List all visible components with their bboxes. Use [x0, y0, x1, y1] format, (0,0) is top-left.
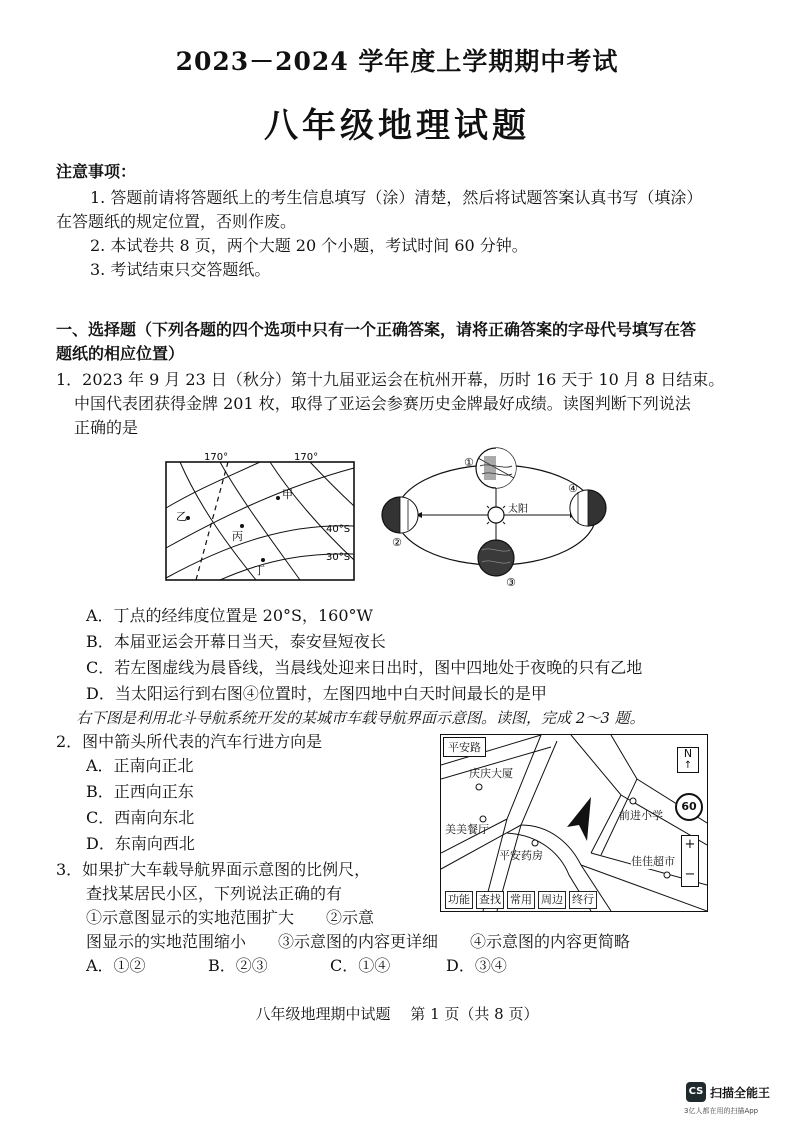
graticule-map [160, 448, 360, 584]
page-footer: 八年级地理期中试题 第 1 页（共 8 页） [255, 1005, 539, 1023]
speed-limit-sign: 60 [675, 793, 703, 821]
nav-button-search[interactable]: 查找 [476, 891, 504, 909]
point-jia [276, 496, 280, 500]
label-bing: 丙 [232, 530, 243, 543]
north-arrow-icon: ↑ [683, 760, 693, 771]
nav-button-end[interactable]: 终行 [569, 891, 597, 909]
label-jia: 甲 [282, 488, 293, 501]
q3-stem-line-2: 查找某居民小区，下列说法正确的有 [86, 884, 343, 903]
q3-stem-line-1: 3．如果扩大车载导航界面示意图的比例尺， [56, 860, 371, 879]
orbit-label-4: ④ [568, 482, 578, 495]
lon-label-1: 170° [204, 452, 229, 463]
watermark-app-name: 扫描全能王 [710, 1085, 771, 1100]
zoom-control [681, 835, 699, 887]
q3-option-a: A．①② [86, 956, 146, 975]
earth-position-3 [478, 540, 514, 576]
notes-item-2: 2. 本试卷共 8 页，两个大题 20 个小题，考试时间 60 分钟。 [90, 236, 528, 255]
q1-stem-line-2: 中国代表团获得金牌 201 枚，取得了亚运会参赛历史金牌最好成绩。读图判断下列说法 [74, 394, 691, 413]
watermark-tagline: 3亿人都在用的扫描App [684, 1107, 759, 1115]
vehicle-arrow-icon [567, 797, 591, 841]
notes-item-1-line-1: 1. 答题前请将答题纸上的考生信息填写（涂）清楚，然后将试题答案认真书写（填涂） [90, 188, 703, 207]
north-label: N [683, 747, 693, 760]
q3-option-b: B．②③ [208, 956, 268, 975]
nav-poi-pharmacy: 平安药房 [499, 849, 543, 862]
lat-label-1: 40°S [326, 524, 351, 535]
nav-poi-building: 庆庆大厦 [469, 767, 513, 780]
q2-option-c: C．西南向东北 [86, 808, 195, 827]
nav-poi-restaurant: 美美餐厅 [445, 823, 489, 836]
intro-q2-q3: 右下图是利用北斗导航系统开发的某城市车载导航界面示意图。读图，完成 2～3 题。 [76, 709, 645, 727]
exam-title: 2023－2024 学年度上学期期中考试 [175, 47, 619, 76]
zoom-out-button[interactable]: − [684, 867, 696, 882]
section-heading-line-2: 题纸的相应位置） [56, 344, 185, 363]
nav-poi-school: 前进小学 [619, 809, 663, 822]
q2-option-b: B．正西向正东 [86, 782, 194, 801]
q3-option-d: D．③④ [446, 956, 507, 975]
nav-road-label: 平安路 [443, 737, 486, 757]
q1-stem-line-3: 正确的是 [74, 418, 139, 437]
nav-button-bar [445, 891, 597, 909]
zoom-in-button[interactable]: + [684, 837, 696, 852]
orbit-label-2: ② [392, 536, 402, 549]
orbit-label-1: ① [464, 456, 474, 469]
q3-option-c: C．①④ [330, 956, 391, 975]
north-compass-icon[interactable] [677, 747, 699, 773]
nav-map [440, 734, 708, 912]
notes-heading: 注意事项： [56, 162, 137, 181]
lon-label-2: 170° [294, 452, 319, 463]
cs-logo-icon: CS [686, 1082, 706, 1102]
nav-poi-supermarket: 佳佳超市 [631, 855, 675, 868]
orbit-label-3: ③ [506, 576, 516, 589]
q2-option-d: D．东南向西北 [86, 834, 195, 853]
notes-item-3: 3. 考试结束只交答题纸。 [90, 260, 271, 279]
earth-position-4 [570, 490, 606, 526]
nav-button-function[interactable]: 功能 [445, 891, 473, 909]
label-yi: 乙 [176, 510, 187, 523]
q3-stem-line-4: 图显示的实地范围缩小 ③示意图的内容更详细 ④示意图的内容更简略 [86, 932, 631, 951]
earth-orbit-diagram [378, 440, 608, 590]
q1-option-b: B．本届亚运会开幕日当天，泰安昼短夜长 [86, 632, 386, 651]
subject-title: 八年级地理试题 [264, 106, 530, 146]
scanner-watermark [686, 1082, 770, 1102]
q1-option-c: C．若左图虚线为晨昏线，当晨线处迎来日出时，图中四地处于夜晚的只有乙地 [86, 658, 643, 677]
point-bing [240, 524, 244, 528]
earth-position-1 [476, 448, 516, 488]
nav-button-favorites[interactable]: 常用 [507, 891, 535, 909]
q2-option-a: A．正南向正北 [86, 756, 194, 775]
q1-stem-line-1: 1．2023 年 9 月 23 日（秋分）第十九届亚运会在杭州开幕，历时 16 天于 10 月 8 日结束。 [56, 370, 725, 389]
q1-option-d: D．当太阳运行到右图④位置时，左图四地中白天时间最长的是甲 [86, 684, 547, 703]
notes-item-1-line-2: 在答题纸的规定位置，否则作废。 [56, 212, 297, 231]
section-heading-line-1: 一、选择题（下列各题的四个选项中只有一个正确答案，请将正确答案的字母代号填写在答 [56, 320, 697, 339]
earth-position-2 [382, 497, 418, 533]
label-ding: 丁 [254, 564, 265, 577]
nav-button-nearby[interactable]: 周边 [538, 891, 566, 909]
q3-stem-line-3: ①示意图显示的实地范围扩大 ②示意 [86, 908, 375, 927]
q2-stem: 2．图中箭头所代表的汽车行进方向是 [56, 732, 323, 751]
lat-label-2: 30°S [326, 552, 351, 563]
sun-label: 太阳 [508, 504, 528, 515]
point-ding [261, 558, 265, 562]
q1-option-a: A．丁点的经纬度位置是 20°S，160°W [86, 606, 373, 625]
